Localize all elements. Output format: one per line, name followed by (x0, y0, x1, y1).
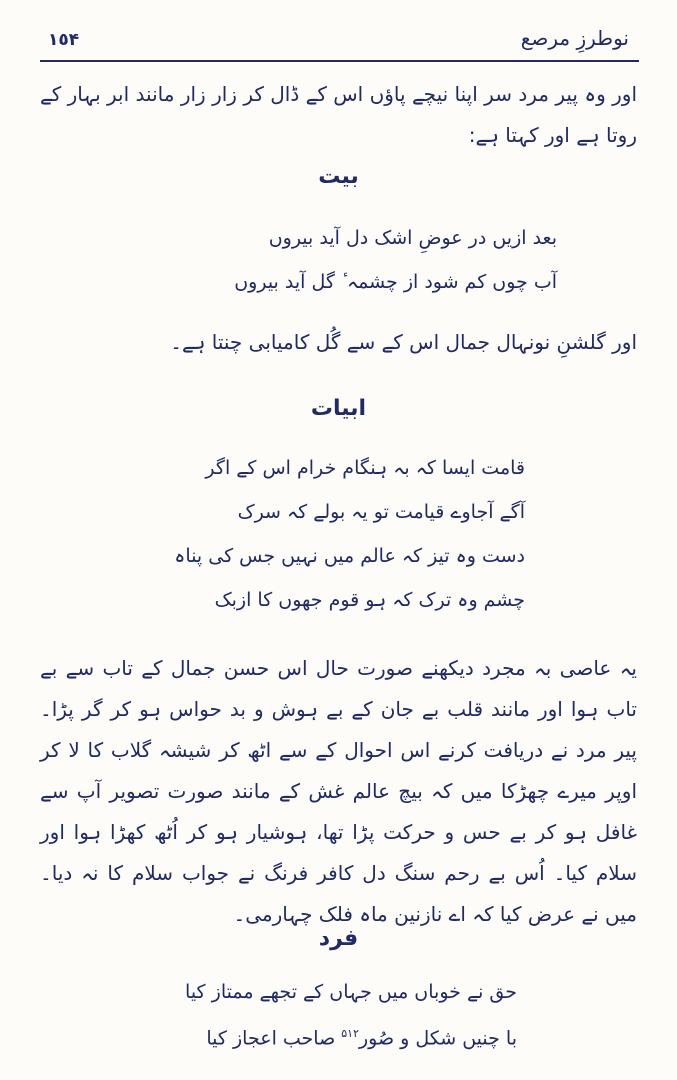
footnote-marker: ۵۱۲ (341, 1027, 359, 1040)
fard-line-2-end: صاحب اعجاز کیا (206, 1027, 342, 1050)
paragraph-main: یہ عاصی بہ مجرد دیکھنے صورت حال اس حسن جمال کے تاب سے بے تاب ہوا اور مانند قلب بے جان کے بے ہوش و بد حواس ہو کر گر پڑا۔ پیر مرد نے دریافت کرنے اس احوال کے سے اٹھ کر شیشہ گلاب کا لا کر اوپر میرے چھڑکا میں کہ بیچ عالم غش کے مانند صورت تصویر آپ سے غافل ہو کر بے حس و حرکت پڑا تھا، ہوشیار ہو کر اُٹھ کھڑا ہوا اور سلام کیا۔ اُس بے رحم سنگ دل کافر فرنگ نے جواب سلام کا نہ دیا۔ میں نے عرض کیا کہ اے نازنین ماہ فلک چہارمی۔ (40, 656, 637, 926)
page-number: ١٥۴ (48, 30, 80, 50)
fard-line-2-start: با چنیں شکل و صُور (358, 1027, 517, 1050)
header-rule (40, 60, 639, 62)
fard-line-1: حق نے خوباں میں جہاں کے تجھے ممتاز کیا (185, 981, 517, 1003)
running-title: نوطرزِ مرصع (520, 26, 629, 50)
paragraph-intro: اور وہ پیر مرد سر اپنا نیچے پاؤں اس کے ڈال کر زار زار مانند ابر بہار کے روتا ہے اور کہتا ہے: (40, 82, 637, 147)
fard-line-2 (206, 1020, 517, 1052)
abyat-line-2: آگے آجاوے قیامت تو یہ بولے کہ سرک (237, 501, 525, 523)
bait-line-1: بعد ازیں در عوضِ اشک دل آید بیروں (268, 227, 557, 249)
abyat-line-1: قامت ایسا کہ بہ ہنگام خرام اس کے اگر (205, 457, 525, 479)
heading-abyat: ابیات (310, 396, 367, 421)
heading-bait: بیت (318, 164, 359, 189)
bait-line-2: آب چوں کم شود از چشمہ ٔ گل آید بیروں (234, 271, 557, 293)
heading-fard: فرد (318, 926, 359, 951)
abyat-line-3: دست وہ تیز کہ عالم میں نہیں جس کی پناہ (174, 545, 525, 567)
abyat-line-4: چشم وہ ترک کہ ہو قوم جھوں کا ازبک (214, 589, 525, 611)
paragraph-garden: اور گلشنِ نونہال جمال اس کے سے گُل کامیابی چنتا ہے۔ (170, 330, 637, 354)
page-header (40, 22, 637, 58)
